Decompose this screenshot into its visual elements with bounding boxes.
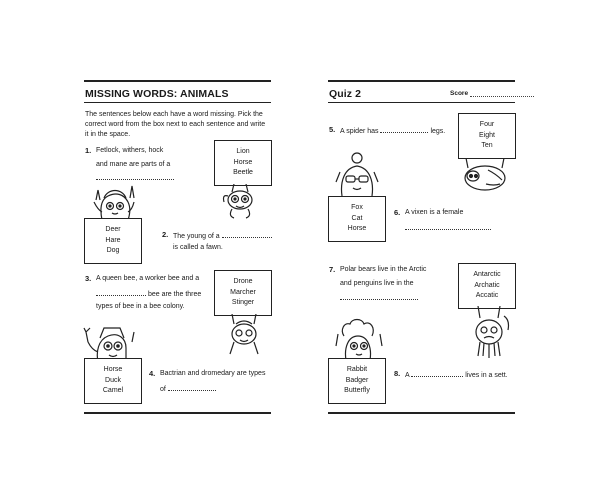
word-option: Dog: [106, 247, 120, 255]
girl-with-glasses-illustration: [332, 152, 382, 196]
kid-with-pencil-illustration: [88, 180, 138, 220]
word-box-7: [458, 263, 516, 309]
question-number: 8.: [394, 369, 401, 378]
top-rule: [328, 80, 515, 82]
word-option: Badger: [345, 376, 369, 384]
question-4-answer[interactable]: [168, 383, 216, 391]
hanging-kid-illustration: [222, 314, 266, 358]
question-3-text: bee are the three: [147, 291, 202, 298]
question-3-line-3: types of bee in a bee colony.: [96, 303, 185, 310]
word-option: Ten: [481, 142, 493, 150]
question-2-line-2: is called a fawn.: [173, 244, 223, 251]
kid-waving-illustration: [82, 318, 138, 362]
question-number: 7.: [329, 265, 336, 274]
question-6-answer[interactable]: [405, 222, 491, 234]
question-4-text: of: [160, 386, 166, 393]
question-5-line-1: [340, 125, 445, 137]
word-option: Drone: [233, 278, 253, 286]
word-option: Horse: [347, 225, 367, 233]
word-option: Hare: [105, 236, 121, 244]
score-field[interactable]: [450, 90, 534, 97]
question-3-answer[interactable]: [96, 288, 146, 296]
word-option: Marcher: [230, 288, 256, 296]
word-option: Eight: [479, 131, 495, 139]
word-box-2: [84, 218, 142, 264]
word-option: Fox: [351, 204, 363, 212]
word-option: Camel: [102, 387, 124, 395]
page-title: MISSING WORDS: ANIMALS: [85, 88, 229, 100]
word-option: Cat: [351, 214, 363, 222]
word-option: Horse: [103, 366, 123, 374]
word-option: Accatic: [475, 292, 499, 300]
question-5-text: A spider has: [340, 128, 379, 135]
word-option: Four: [479, 121, 495, 129]
question-7-line-1: Polar bears live in the Arctic: [340, 266, 427, 273]
word-option: Butterfly: [344, 387, 370, 395]
word-option: Beetle: [233, 169, 253, 177]
score-label: Score: [450, 90, 469, 97]
right-page: [300, 0, 600, 486]
hanging-sloth-illustration: [458, 158, 512, 194]
title-underline: [328, 102, 515, 103]
word-box-5: [458, 113, 516, 159]
question-2-line-1: [173, 230, 272, 242]
curly-hair-kid-illustration: [332, 316, 386, 360]
question-4-line-1: Bactrian and dromedary are types: [160, 370, 266, 377]
question-number: 6.: [394, 208, 401, 217]
question-8-text: A: [405, 372, 410, 379]
question-7-line-2: and penguins live in the: [340, 280, 414, 287]
question-3-line-1: A queen bee, a worker bee and a: [96, 275, 200, 282]
quiz-title: Quiz 2: [329, 88, 362, 100]
word-box-4: [84, 358, 142, 404]
question-2-answer[interactable]: [222, 230, 272, 238]
question-number: 5.: [329, 125, 336, 134]
word-option: Stinger: [231, 299, 255, 307]
instructions-line: it in the space.: [85, 131, 131, 138]
question-8-answer[interactable]: [411, 369, 463, 377]
instructions-line: The sentences below each have a word missing. Pick the: [85, 111, 263, 118]
instructions: [85, 110, 265, 140]
upside-down-figure-illustration: [464, 306, 514, 358]
question-5-answer[interactable]: [380, 125, 428, 133]
word-option: Horse: [233, 158, 253, 166]
word-box-1: [214, 140, 272, 186]
word-option: Duck: [105, 376, 121, 384]
word-box-8: [328, 358, 386, 404]
question-2-text: The young of a: [173, 233, 220, 240]
question-3-line-2: [96, 288, 201, 300]
question-8-text-end: lives in a sett.: [465, 372, 508, 379]
word-option: Rabbit: [346, 366, 368, 374]
question-number: 3.: [85, 274, 92, 283]
word-option: Lion: [236, 148, 250, 156]
word-option: Archatic: [474, 281, 500, 289]
bottom-rule: [84, 412, 271, 414]
question-number: 1.: [85, 146, 92, 155]
question-7-answer[interactable]: [340, 292, 418, 304]
word-option: Antarctic: [473, 271, 501, 279]
title-underline: [84, 102, 271, 103]
word-box-3: [214, 270, 272, 316]
hanging-creature-illustration: [218, 184, 262, 220]
question-number: 4.: [149, 369, 156, 378]
question-8-line-1: [405, 369, 508, 381]
word-box-6: [328, 196, 386, 242]
instructions-line: correct word from the box next to each sentence and write: [85, 121, 266, 128]
bottom-rule: [328, 412, 515, 414]
top-rule: [84, 80, 271, 82]
word-option: Deer: [105, 226, 121, 234]
question-6-line-1: A vixen is a female: [405, 209, 464, 216]
question-1-line-1: Fetlock, withers, hock: [96, 147, 164, 154]
question-number: 2.: [162, 230, 169, 239]
question-1-line-2: and mane are parts of a: [96, 161, 171, 168]
question-5-text-end: legs.: [430, 128, 446, 135]
question-4-line-2: [160, 383, 216, 395]
